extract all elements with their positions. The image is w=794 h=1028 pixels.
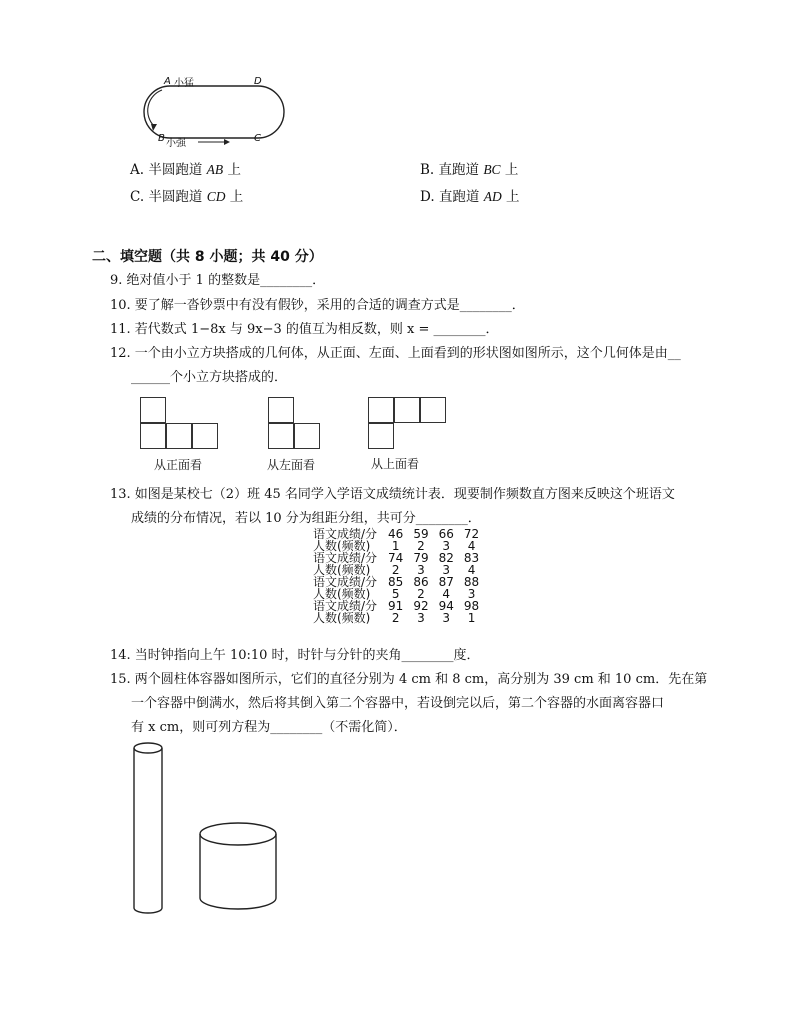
row-header: 语文成绩/分 <box>313 527 378 541</box>
question-12: 12. 一个由小立方块搭成的几何体，从正面、左面、上面看到的形状图如图所示，这个几何体是由__ <box>110 346 681 361</box>
label-B: B <box>158 133 165 144</box>
label-name-top: 小猛 <box>174 78 194 89</box>
view-cube <box>294 423 320 449</box>
question-15-cont-2: 有 x cm，则可列方程为________（不需化简）． <box>131 720 407 735</box>
option-d[interactable] <box>420 185 520 205</box>
option-var: BC <box>483 162 501 177</box>
front-view-label: 从正面看 <box>154 458 203 472</box>
table-cell: 46 <box>388 527 404 541</box>
option-suffix: 上 <box>506 189 520 205</box>
label-A: A <box>164 76 171 87</box>
question-15: 15. 两个圆柱体容器如图所示，它们的直径分别为 4 cm 和 8 cm，高分别为 39 cm 和 10 cm．先在第 <box>110 672 708 687</box>
question-9: 9. 绝对值小于 1 的整数是________． <box>110 273 326 288</box>
short-cylinder <box>200 823 276 909</box>
label-C: C <box>254 133 261 144</box>
left-view-label: 从左面看 <box>267 458 316 472</box>
view-cube <box>192 423 218 449</box>
view-cube <box>368 423 394 449</box>
option-suffix: 上 <box>504 162 519 178</box>
table-cell: 92 <box>413 599 429 613</box>
option-letter: A. <box>130 162 145 178</box>
option-var: CD <box>206 189 226 204</box>
table-cell: 4 <box>442 587 451 601</box>
view-cube <box>268 397 294 423</box>
view-cube <box>140 423 166 449</box>
table-cell: 3 <box>442 563 451 577</box>
option-c[interactable] <box>130 185 243 205</box>
row-header: 语文成绩/分 <box>313 551 378 565</box>
row-header: 人数(频数) <box>313 563 371 577</box>
view-cube <box>394 397 420 423</box>
question-13: 13. 如图是某校七（2）班 45 名同学入学语文成绩统计表．现要制作频数直方图来反映这个班语文 <box>110 487 675 502</box>
option-a[interactable] <box>130 158 241 178</box>
question-13-cont: 成绩的分布情况，若以 10 分为组距分组，共可分________． <box>131 511 481 526</box>
table-cell: 86 <box>413 575 429 589</box>
question-15-cont-1: 一个容器中倒满水，然后将其倒入第二个容器中，若设倒完以后，第二个容器的水面离容器口 <box>131 696 665 711</box>
table-cell: 4 <box>467 563 476 577</box>
label-D: D <box>254 76 262 87</box>
option-var: AD <box>483 189 502 204</box>
table-cell: 5 <box>391 587 400 601</box>
section-title: 二、填空题（共 8 小题；共 40 分） <box>92 249 323 265</box>
row-header: 人数(频数) <box>313 587 371 601</box>
track-outline <box>144 86 284 138</box>
view-cube <box>166 423 192 449</box>
table-cell: 2 <box>391 611 400 625</box>
option-suffix: 上 <box>229 189 244 205</box>
table-cell: 79 <box>413 551 429 565</box>
table-cell: 83 <box>463 551 480 565</box>
question-12-cont: ______个小立方块搭成的． <box>131 370 288 385</box>
table-cell: 3 <box>467 587 476 601</box>
table-cell: 94 <box>438 599 454 613</box>
table-cell: 85 <box>388 575 404 589</box>
table-cell: 66 <box>438 527 454 541</box>
table-cell: 87 <box>438 575 454 589</box>
option-letter: C. <box>130 189 145 205</box>
option-letter: D. <box>420 189 435 205</box>
option-b[interactable] <box>420 158 518 178</box>
option-letter: B. <box>420 162 435 178</box>
option-text: 直跑道 <box>438 189 480 205</box>
table-cell: 3 <box>442 611 451 625</box>
row-header: 语文成绩/分 <box>313 599 378 613</box>
view-cube <box>368 397 394 423</box>
option-var: AB <box>206 162 224 177</box>
view-cube <box>420 397 446 423</box>
table-cell: 3 <box>442 539 451 553</box>
table-cell: 2 <box>417 587 425 601</box>
question-10: 10. 要了解一沓钞票中有没有假钞，采用的合适的调查方式是________． <box>110 298 525 313</box>
table-cell: 1 <box>391 539 400 553</box>
table-cell: 1 <box>467 611 476 625</box>
table-cell: 3 <box>417 611 425 625</box>
label-name-bottom: 小强 <box>166 138 186 149</box>
table-cell: 72 <box>463 527 480 541</box>
score-table <box>308 528 484 624</box>
top-view-label: 从上面看 <box>371 457 420 471</box>
table-cell: 2 <box>391 563 400 577</box>
table-cell: 91 <box>388 599 404 613</box>
question-14: 14. 当时钟指向上午 10:10 时，时针与分针的夹角________度． <box>110 648 480 663</box>
table-cell: 2 <box>417 539 425 553</box>
table-cell: 98 <box>463 599 480 613</box>
table-row <box>308 612 484 624</box>
row-header: 人数(频数) <box>313 539 371 553</box>
option-text: 直跑道 <box>438 162 480 178</box>
row-header: 语文成绩/分 <box>313 575 378 589</box>
view-cube <box>140 397 166 423</box>
table-cell: 82 <box>438 551 454 565</box>
table-cell: 74 <box>388 551 404 565</box>
table-cell: 88 <box>463 575 480 589</box>
table-cell: 4 <box>467 539 476 553</box>
view-cube <box>268 423 294 449</box>
table-cell: 59 <box>413 527 429 541</box>
tall-cylinder <box>134 743 162 913</box>
question-11: 11. 若代数式 1−8x 与 9x−3 的值互为相反数，则 x = ________． <box>110 322 499 337</box>
option-text: 半圆跑道 <box>148 189 203 205</box>
row-header: 人数(频数) <box>313 611 371 625</box>
arrow-right-head-icon <box>224 139 230 145</box>
table-cell: 3 <box>417 563 425 577</box>
option-text: 半圆跑道 <box>148 162 203 178</box>
option-suffix: 上 <box>227 162 241 178</box>
cylinders-figure <box>128 738 308 920</box>
